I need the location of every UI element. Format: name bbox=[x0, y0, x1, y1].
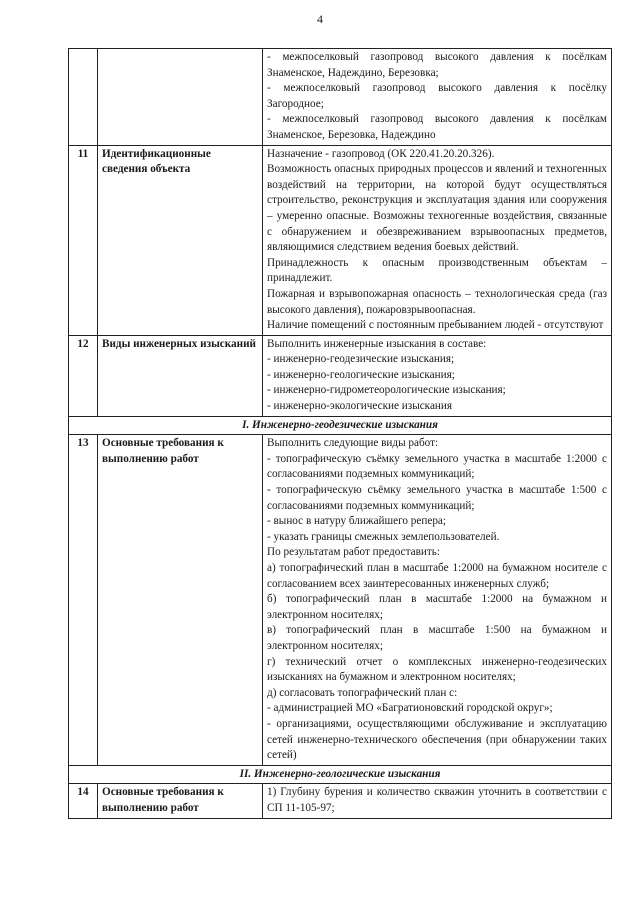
content-line: 1) Глубину бурения и количество скважин уточнить в соответствии с СП 11-105-97; bbox=[267, 786, 607, 814]
content-line: - указать границы смежных землепользователей. bbox=[267, 530, 500, 543]
content-line: г) технический отчет о комплексных инженерно-геодезических изысканиях на бумажном и электронном носителях; bbox=[267, 655, 607, 684]
content-line: - организациями, осуществляющими обслуживание и эксплуатацию сетей инженерно-технического обеспечения (при обнаружении таких сетей) bbox=[267, 717, 607, 762]
section-heading: I. Инженерно-геодезические изыскания bbox=[69, 416, 612, 435]
content-line: Выполнить следующие виды работ: bbox=[267, 437, 439, 450]
content-line: - инженерно-геодезические изыскания; bbox=[267, 353, 455, 366]
table-row bbox=[69, 49, 612, 146]
section-heading-row bbox=[69, 416, 612, 435]
row-name-cell: Идентификационные сведения объекта bbox=[98, 145, 263, 335]
content-line: б) топографический план в масштабе 1:2000 на бумажном и электронном носителях; bbox=[267, 593, 607, 621]
content-line: Принадлежность к опасным производственным объектам – принадлежит. bbox=[267, 256, 607, 285]
table-row bbox=[69, 784, 612, 818]
content-line: Пожарная и взрывопожарная опасность – технологическая среда (газ высокого давления), пожаровзрывоопасная. bbox=[267, 287, 607, 316]
content-line: - межпоселковый газопровод высокого давления к посёлкам Знаменское, Надеждино, Березовка; bbox=[267, 51, 607, 79]
content-line: - инженерно-гидрометеорологические изыскания; bbox=[267, 384, 506, 397]
row-content-cell bbox=[263, 335, 612, 416]
requirements-table bbox=[68, 48, 612, 819]
row-name-cell: Основные требования к выполнению работ bbox=[98, 784, 263, 818]
content-line: - межпоселковый газопровод высокого давления к посёлку Загородное; bbox=[267, 82, 607, 110]
row-number-cell: 12 bbox=[69, 335, 98, 416]
row-content-cell bbox=[263, 49, 612, 146]
section-heading: II. Инженерно-геологические изыскания bbox=[69, 765, 612, 784]
content-line: Возможность опасных природных процессов и явлений и техногенных воздействий на территории, на которой будут осуществляться строительство, реконструкция и эксплуатация здания или сооружения – умеренно опасные. Возможны техногенные воздействия, связанные с обнаружением и обезвреживанием взрывоопасных предметов, являющимися следствием ведения боевых действий. bbox=[267, 163, 607, 254]
row-content-cell bbox=[263, 145, 612, 335]
content-line: д) согласовать топографический план с: bbox=[267, 686, 458, 699]
content-line: - вынос в натуру ближайшего репера; bbox=[267, 515, 446, 528]
content-line: - топографическую съёмку земельного участка в масштабе 1:2000 с согласованиями подземных коммуникаций; bbox=[267, 452, 607, 481]
content-line: Назначение - газопровод (ОК 220.41.20.20.326). bbox=[267, 147, 495, 160]
table-row bbox=[69, 335, 612, 416]
table-row bbox=[69, 145, 612, 335]
row-content-cell bbox=[263, 435, 612, 765]
row-name-cell: Виды инженерных изысканий bbox=[98, 335, 263, 416]
content-line: - инженерно-экологические изыскания bbox=[267, 400, 453, 413]
content-line: - топографическую съёмку земельного участка в масштабе 1:500 с согласованиями подземных коммуникаций; bbox=[267, 484, 607, 512]
row-number-cell: 13 bbox=[69, 435, 98, 765]
row-number-cell bbox=[69, 49, 98, 146]
content-line: Выполнить инженерные изыскания в составе: bbox=[267, 337, 487, 350]
page-number: 4 bbox=[317, 12, 323, 26]
row-name-cell: Основные требования к выполнению работ bbox=[98, 435, 263, 765]
row-name-cell bbox=[98, 49, 263, 146]
content-line: По результатам работ предоставить: bbox=[267, 546, 440, 559]
content-line: - межпоселковый газопровод высокого давления к посёлкам Знаменское, Березовка, Надеждино bbox=[267, 113, 607, 141]
content-line: в) топографический план в масштабе 1:500 на бумажном и электронном носителях; bbox=[267, 624, 607, 652]
content-line: - инженерно-геологические изыскания; bbox=[267, 368, 455, 381]
row-content-cell bbox=[263, 784, 612, 818]
content-line: Наличие помещений с постоянным пребыванием людей - отсутствуют bbox=[267, 319, 604, 332]
row-number-cell: 14 bbox=[69, 784, 98, 818]
table-row bbox=[69, 435, 612, 765]
content-line: а) топографический план в масштабе 1:2000 на бумажном носителе с согласованием всех заинтересованных инженерных служб; bbox=[267, 562, 607, 590]
section-heading-row bbox=[69, 765, 612, 784]
content-line: - администрацией МО «Багратионовский городской округ»; bbox=[267, 702, 553, 715]
row-number-cell: 11 bbox=[69, 145, 98, 335]
